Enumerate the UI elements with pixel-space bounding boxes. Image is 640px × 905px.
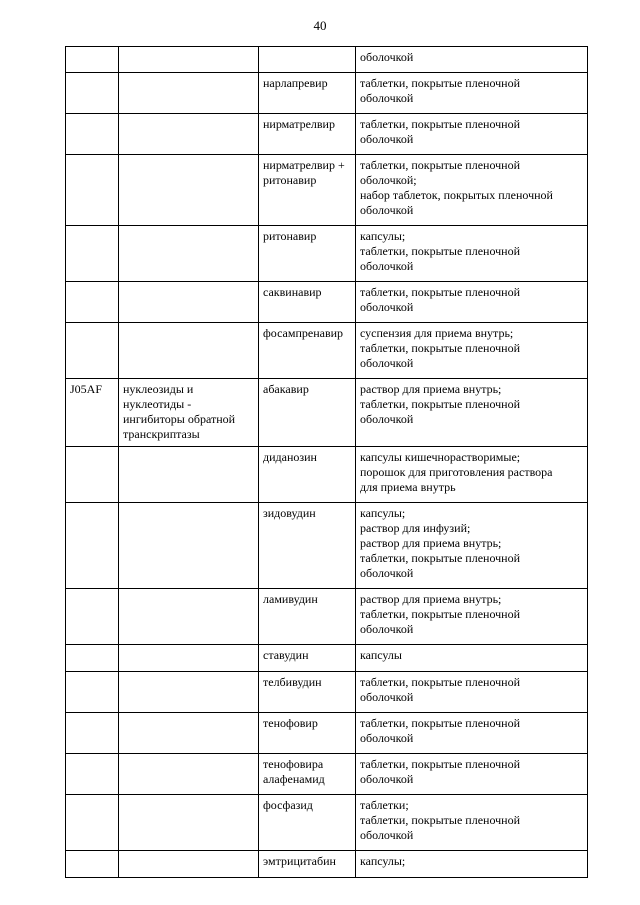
dosage-form-cell: таблетки; таблетки, покрытые пленочной оболочкой [356,795,588,851]
group-cell [119,795,259,851]
drug-name-cell: абакавир [259,379,356,447]
table-row [66,645,588,672]
group-cell [119,226,259,282]
dosage-form-cell: капсулы; таблетки, покрытые пленочной оболочкой [356,226,588,282]
drug-name-cell: фосфазид [259,795,356,851]
table-row [66,226,588,282]
table-row [66,503,588,589]
dosage-form-cell: таблетки, покрытые пленочной оболочкой [356,114,588,155]
table-row [66,282,588,323]
atc-code-cell [66,754,119,795]
table-row [66,447,588,503]
drug-name-cell [259,47,356,73]
group-cell: нуклеозиды и нуклеотиды - ингибиторы обратной транскриптазы [119,379,259,447]
table-row [66,672,588,713]
atc-code-cell [66,795,119,851]
atc-code-cell [66,282,119,323]
atc-code-cell [66,47,119,73]
table-row [66,713,588,754]
drug-name-cell: нарлапревир [259,73,356,114]
drug-name-cell: телбивудин [259,672,356,713]
atc-code-cell [66,645,119,672]
group-cell [119,447,259,503]
drug-name-cell: диданозин [259,447,356,503]
group-cell [119,851,259,878]
group-cell [119,155,259,226]
drug-name-cell: ламивудин [259,589,356,645]
atc-code-cell [66,503,119,589]
atc-code-cell: J05AF [66,379,119,447]
dosage-form-cell: капсулы; [356,851,588,878]
table-row [66,47,588,73]
group-cell [119,282,259,323]
drug-name-cell: тенофовир [259,713,356,754]
drug-name-cell: зидовудин [259,503,356,589]
atc-code-cell [66,447,119,503]
atc-code-cell [66,851,119,878]
atc-code-cell [66,155,119,226]
table-row [66,114,588,155]
group-cell [119,114,259,155]
dosage-form-cell: капсулы кишечнорастворимые; порошок для приготовления раствора для приема внутрь [356,447,588,503]
atc-code-cell [66,672,119,713]
group-cell [119,503,259,589]
dosage-form-cell: капсулы; раствор для инфузий; раствор для приема внутрь; таблетки, покрытые пленочной оболочкой [356,503,588,589]
atc-code-cell [66,589,119,645]
drug-name-cell: ритонавир [259,226,356,282]
drug-name-cell: фосампренавир [259,323,356,379]
dosage-form-cell: суспензия для приема внутрь; таблетки, покрытые пленочной оболочкой [356,323,588,379]
dosage-form-cell: раствор для приема внутрь; таблетки, покрытые пленочной оболочкой [356,589,588,645]
drug-table [65,46,588,878]
dosage-form-cell: оболочкой [356,47,588,73]
table-row [66,589,588,645]
dosage-form-cell: капсулы [356,645,588,672]
group-cell [119,672,259,713]
table-row [66,323,588,379]
dosage-form-cell: таблетки, покрытые пленочной оболочкой [356,754,588,795]
table-row [66,754,588,795]
table-row [66,73,588,114]
table-row [66,795,588,851]
atc-code-cell [66,713,119,754]
atc-code-cell [66,114,119,155]
table-row [66,379,588,447]
group-cell [119,713,259,754]
drug-name-cell: эмтрицитабин [259,851,356,878]
dosage-form-cell: таблетки, покрытые пленочной оболочкой [356,713,588,754]
dosage-form-cell: таблетки, покрытые пленочной оболочкой [356,73,588,114]
dosage-form-cell: таблетки, покрытые пленочной оболочкой [356,282,588,323]
group-cell [119,73,259,114]
group-cell [119,754,259,795]
group-cell [119,589,259,645]
group-cell [119,323,259,379]
atc-code-cell [66,73,119,114]
drug-name-cell: тенофовира алафенамид [259,754,356,795]
drug-name-cell: ставудин [259,645,356,672]
drug-name-cell: саквинавир [259,282,356,323]
atc-code-cell [66,226,119,282]
table-row [66,851,588,878]
table-row [66,155,588,226]
atc-code-cell [66,323,119,379]
dosage-form-cell: таблетки, покрытые пленочной оболочкой; набор таблеток, покрытых пленочной оболочкой [356,155,588,226]
dosage-form-cell: раствор для приема внутрь; таблетки, покрытые пленочной оболочкой [356,379,588,447]
dosage-form-cell: таблетки, покрытые пленочной оболочкой [356,672,588,713]
drug-name-cell: нирматрелвир + ритонавир [259,155,356,226]
group-cell [119,47,259,73]
page-number: 40 [313,18,327,33]
group-cell [119,645,259,672]
drug-name-cell: нирматрелвир [259,114,356,155]
